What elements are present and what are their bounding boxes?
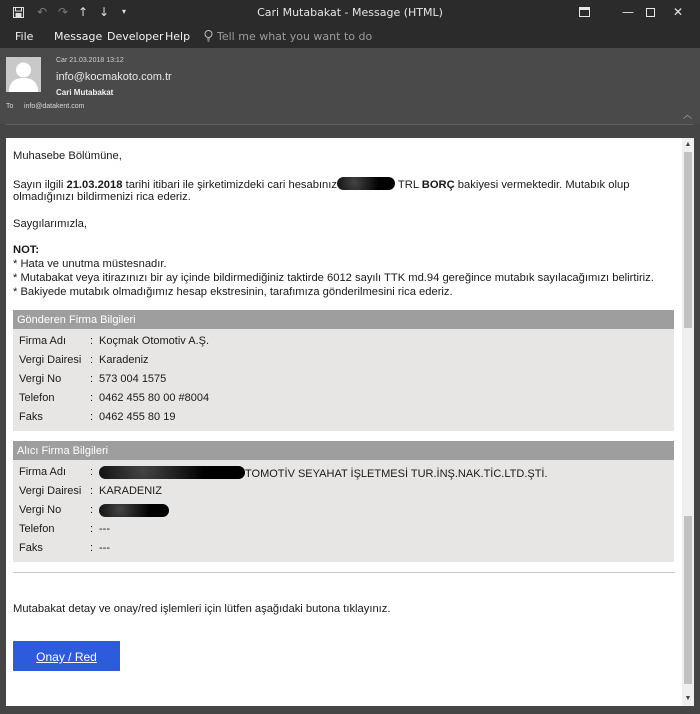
regards: Saygılarımızla,	[13, 218, 87, 230]
sender-row-vergi-dairesi: Vergi Dairesi : Karadeniz	[19, 354, 149, 366]
receiver-row-faks: Faks : ---	[19, 542, 110, 554]
sender-row-faks: Faks : 0462 455 80 19	[19, 411, 176, 423]
receiver-row-vergi-dairesi: Vergi Dairesi : KARADENIZ	[19, 485, 162, 497]
sender-email[interactable]: info@kocmakoto.com.tr	[56, 71, 172, 83]
receiver-section-title: Alıcı Firma Bilgileri	[13, 441, 674, 460]
customize-icon[interactable]: ▾	[121, 7, 126, 16]
instruction-text: Mutabakat detay ve onay/red işlemleri için lütfen aşağıdaki butona tıklayınız.	[13, 603, 391, 615]
recipient-email[interactable]: info@datakent.com	[24, 103, 85, 110]
message-body	[6, 138, 694, 706]
scroll-down-icon[interactable]: ▼	[684, 695, 692, 702]
tab-message[interactable]: Message	[54, 30, 103, 43]
collapse-header-icon[interactable]: ︿	[683, 110, 693, 120]
tab-help[interactable]: Help	[165, 30, 191, 43]
title-bar	[0, 0, 700, 24]
note-title: NOT:	[13, 244, 40, 256]
sender-section	[13, 329, 674, 431]
minimize-icon[interactable]: —	[622, 5, 634, 19]
note-item: * Hata ve unutma müstesnadır.	[13, 258, 167, 270]
sender-section-title: Gönderen Firma Bilgileri	[13, 310, 674, 329]
sent-date: Car 21.03.2018 13:12	[56, 57, 124, 64]
ribbon	[0, 24, 700, 48]
sender-row-firma: Firma Adı : Koçmak Otomotiv A.Ş.	[19, 335, 210, 347]
body-line-2: olmadığınızı bildirmenizi rica ederiz.	[13, 191, 191, 203]
lightbulb-icon	[204, 30, 213, 42]
sender-row-vergi-no: Vergi No : 573 004 1575	[19, 373, 167, 385]
scroll-up-icon[interactable]: ▲	[684, 141, 692, 148]
body-line-1: Sayın ilgili 21.03.2018 tarihi itibari ile şirketimizdeki cari hesabınız TRL BORÇ bakiyesi vermektedir. Mutabık olup	[13, 179, 630, 191]
scrollbar-thumb[interactable]	[684, 152, 692, 328]
save-icon[interactable]	[9, 3, 27, 21]
redo-icon[interactable]: ↷	[57, 5, 69, 19]
receiver-row-vergi-no: Vergi No :	[13, 501, 674, 520]
message-subject: Cari Mutabakat	[56, 88, 114, 97]
note-item: * Mutabakat veya itirazınızı bir ay içinde bildirmediğiniz taktirde 6012 sayılı TTK md.94 gereğince mutabık sayılacağımızı belirtiriz.	[13, 272, 654, 284]
tell-me-search[interactable]	[204, 30, 372, 43]
restore-ribbon-icon[interactable]	[562, 0, 606, 24]
tab-developer[interactable]: Developer	[107, 30, 164, 43]
redacted-company	[99, 466, 245, 479]
greeting: Muhasebe Bölümüne,	[13, 150, 122, 162]
content-divider	[13, 572, 675, 573]
redacted-tax-number	[99, 504, 169, 517]
receiver-section	[13, 460, 674, 562]
approve-reject-button[interactable]: Onay / Red	[13, 641, 120, 671]
sender-row-telefon: Telefon : 0462 455 80 00 #8004	[19, 392, 210, 404]
receiver-row-firma: Firma Adı : TOMOTİV SEYAHAT İŞLETMESİ TUR.İNŞ.NAK.TİC.LTD.ŞTİ.	[19, 466, 548, 480]
tell-me-text: Tell me what you want to do	[217, 30, 373, 43]
avatar	[6, 57, 41, 92]
note-item: * Bakiyede mutabık olmadığımız hesap ekstresinin, tarafımıza gönderilmesini rica ederiz.	[13, 286, 453, 298]
vertical-scrollbar[interactable]	[682, 138, 694, 706]
window-title: Cari Mutabakat - Message (HTML)	[257, 6, 443, 19]
header-divider	[6, 124, 694, 125]
receiver-row-telefon: Telefon : ---	[19, 523, 110, 535]
close-icon[interactable]: ✕	[672, 5, 684, 19]
down-arrow-icon[interactable]: ↓	[98, 5, 110, 19]
scrollbar-track-lower[interactable]	[684, 516, 692, 684]
to-label: To	[6, 103, 14, 110]
up-arrow-icon[interactable]: ↑	[77, 5, 89, 19]
redacted-amount	[337, 177, 395, 190]
tab-file[interactable]: File	[15, 30, 34, 43]
undo-icon[interactable]: ↶	[36, 5, 48, 19]
